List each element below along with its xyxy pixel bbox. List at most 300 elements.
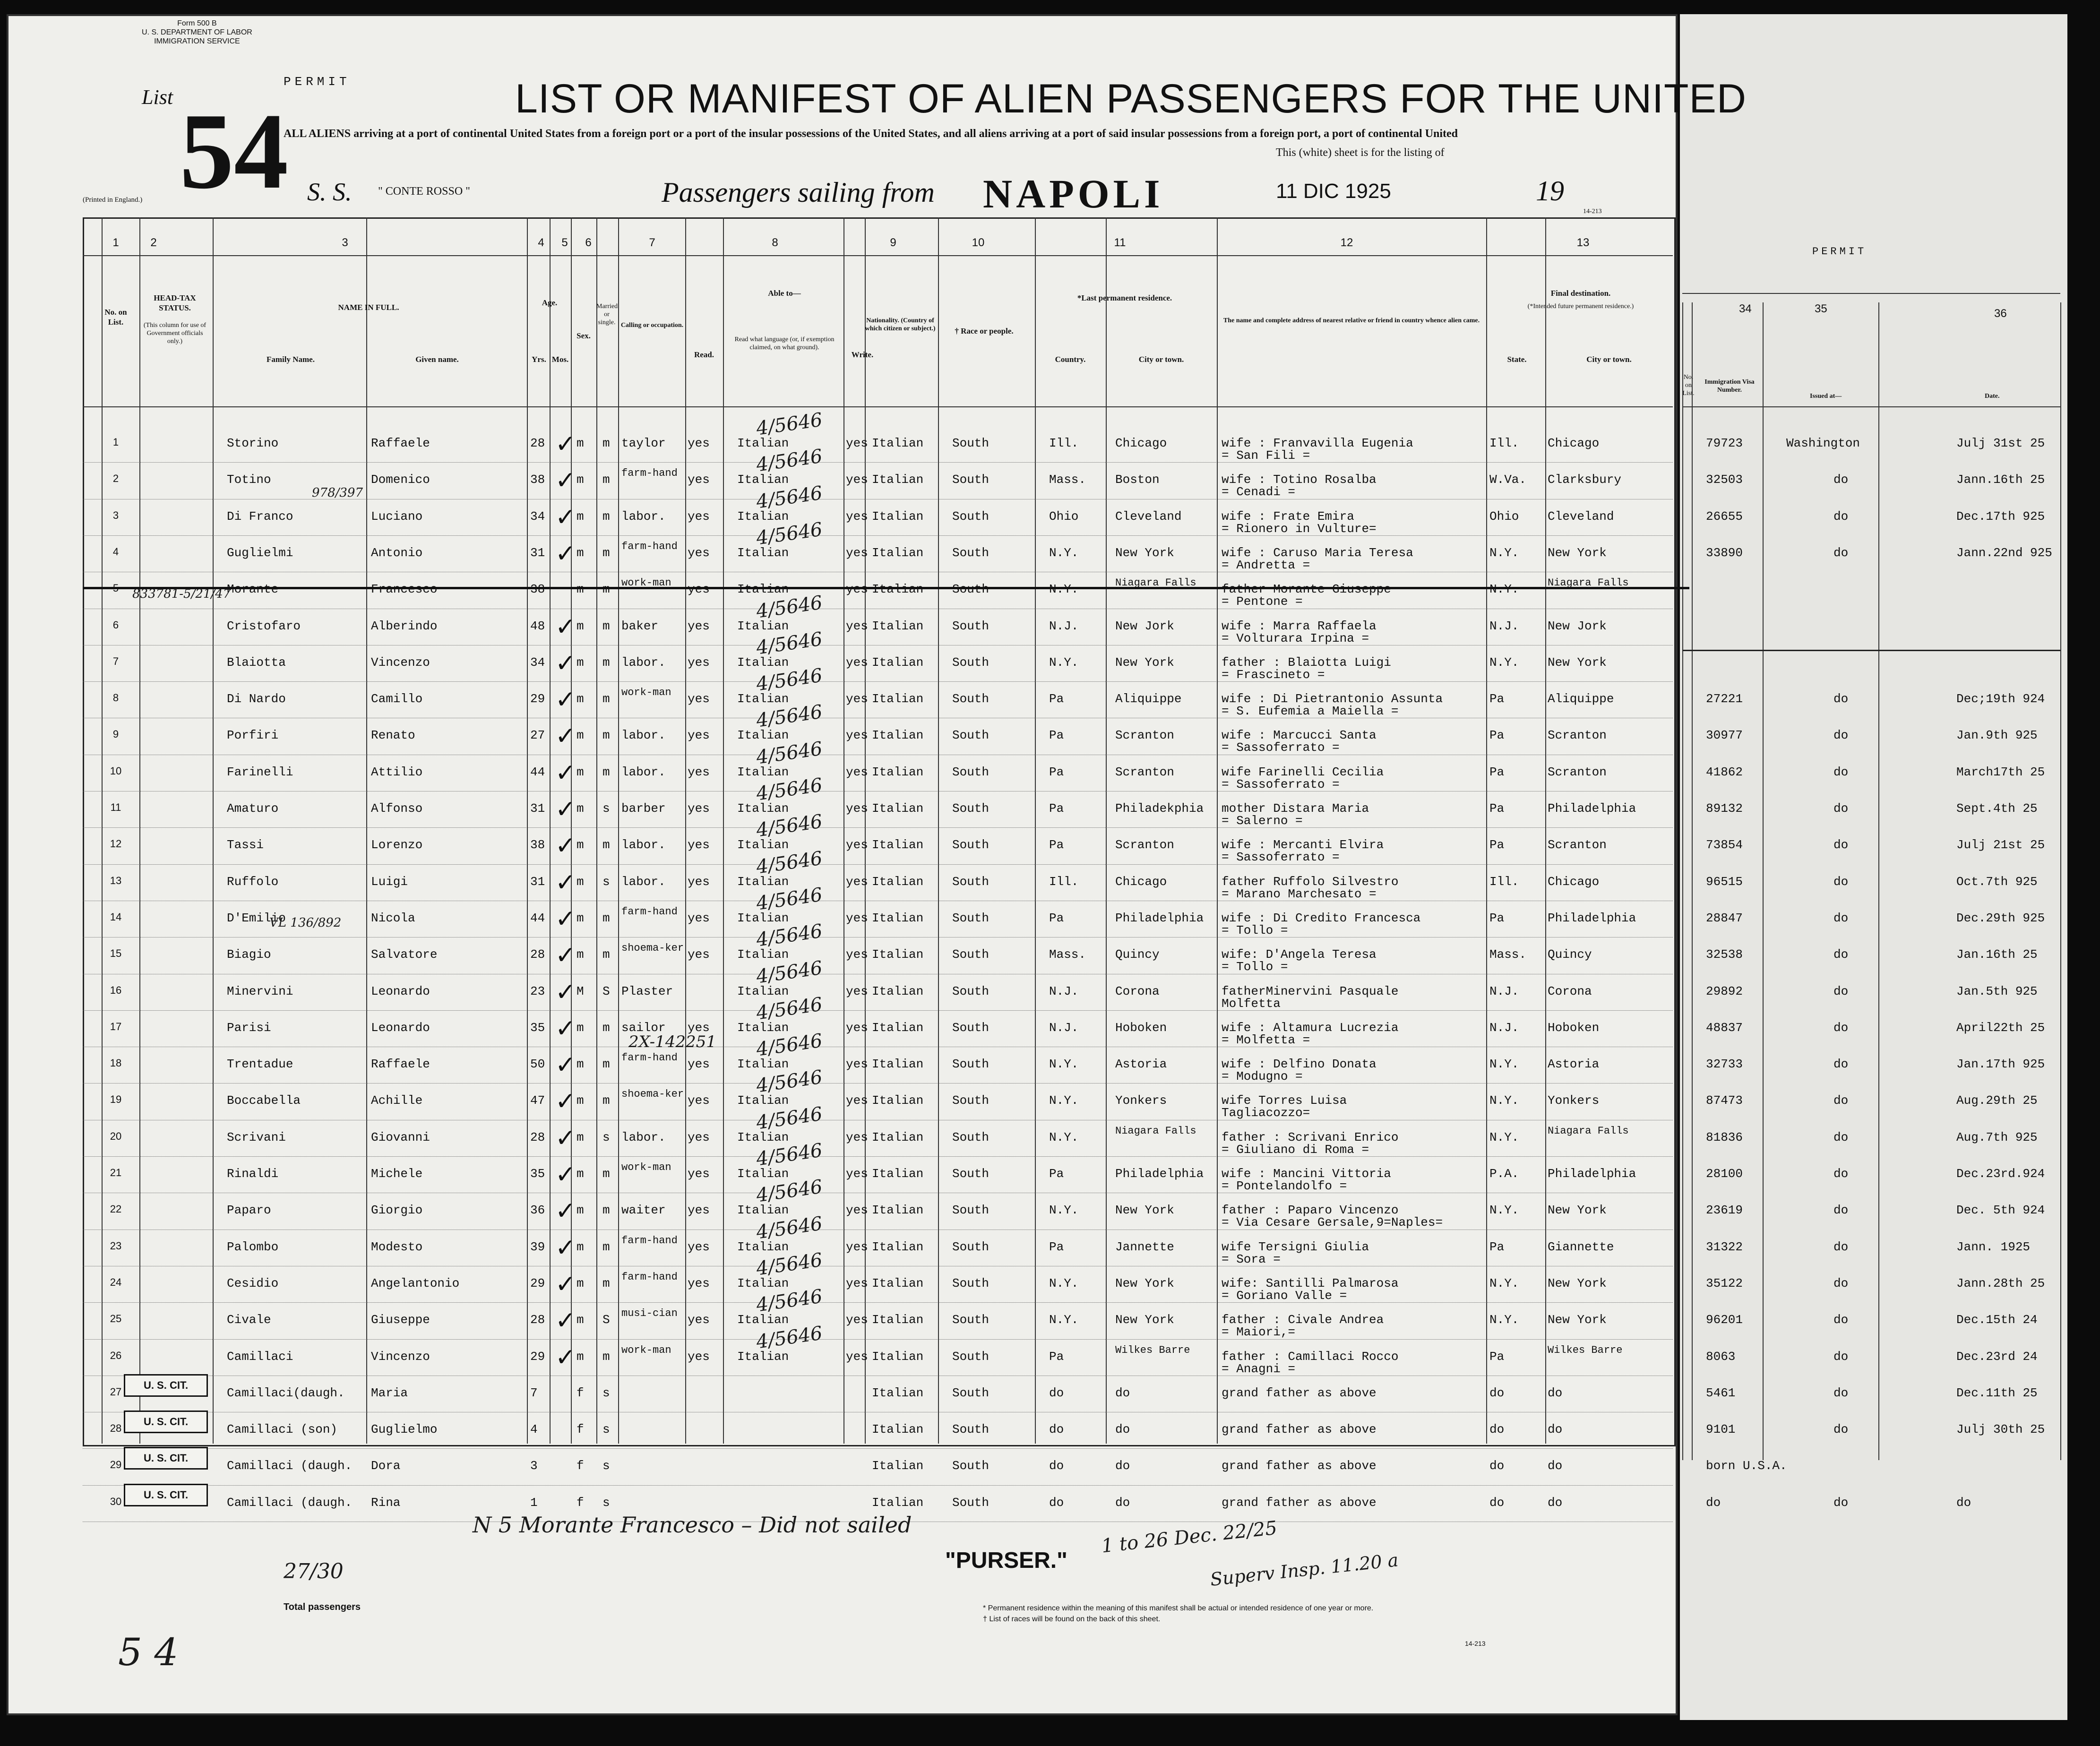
visa-issued-at: do	[1833, 1130, 1849, 1144]
nationality: Italian	[872, 655, 924, 670]
right-col-divider	[1763, 302, 1764, 1460]
visa-issued-at: do	[1833, 1203, 1849, 1218]
country: N.J.	[1049, 1020, 1079, 1035]
given-name: Giovanni	[371, 1130, 430, 1144]
check-mark-icon: ✓	[555, 1014, 576, 1043]
footnote-residence: * Permanent residence within the meaning of this manifest shall be actual or intended residence of one year or more.	[983, 1604, 1374, 1612]
language-stamp-note: 4/5646	[755, 738, 824, 769]
sex: m	[577, 619, 584, 633]
row-divider	[83, 462, 1673, 463]
race: South	[952, 1057, 990, 1072]
check-mark-icon: ✓	[555, 941, 576, 970]
nearest-relative: wife Farinelli Cecilia	[1222, 765, 1384, 779]
column-number: 11	[1114, 236, 1126, 249]
family-name: Minervini	[227, 984, 293, 998]
given-name: Lorenzo	[371, 838, 423, 852]
can-write: yes	[846, 1276, 868, 1290]
sex: m	[577, 545, 584, 560]
family-name: Guglielmi	[227, 545, 293, 560]
occupation: farm-hand	[621, 540, 678, 552]
permit-label: PERMIT	[284, 75, 351, 89]
nationality: Italian	[872, 1167, 924, 1181]
column-divider	[618, 217, 619, 1444]
race: South	[952, 1495, 990, 1510]
nationality: Italian	[872, 545, 924, 560]
nearest-relative-town: = Rionero in Vulture=	[1222, 521, 1377, 536]
nearest-relative: father : Blaiotta Luigi	[1222, 655, 1391, 670]
dest-state: Pa	[1489, 838, 1505, 852]
visa-number: 35122	[1706, 1276, 1743, 1290]
visa-issued-at: do	[1833, 801, 1849, 816]
nearest-relative: wife : Marra Raffaela	[1222, 619, 1377, 633]
row-18-note: 2X-142251	[628, 1032, 716, 1051]
header-divider	[83, 406, 1673, 407]
year-label: 19	[1536, 175, 1564, 206]
can-read: yes	[688, 545, 710, 560]
marital-status: m	[602, 765, 610, 779]
last-city: Scranton	[1115, 765, 1174, 779]
nearest-relative: wife Tersigni Giulia	[1222, 1239, 1369, 1254]
occupation: labor.	[621, 728, 666, 743]
check-mark-icon: ✓	[555, 832, 576, 860]
visa-issued-at: do	[1833, 509, 1849, 524]
nationality: Italian	[872, 728, 924, 743]
marital-status: m	[602, 1239, 610, 1254]
column-divider	[213, 217, 214, 1444]
occupation: musi-cian	[621, 1307, 678, 1320]
last-city: Philadelphia	[1115, 1167, 1204, 1181]
dest-state: P.A.	[1489, 1167, 1519, 1181]
visa-date: Sept.4th 25	[1956, 801, 2038, 816]
visa-issued-at: do	[1833, 1057, 1849, 1072]
column-divider	[596, 217, 597, 1444]
language-stamp-note: 4/5646	[755, 1030, 824, 1061]
right-visa-header: Immigration Visa Number.	[1704, 378, 1755, 394]
age-years: 38	[530, 838, 545, 852]
visa-issued-at: do	[1833, 1093, 1849, 1108]
age-years: 4	[530, 1422, 538, 1437]
country: Pa	[1049, 692, 1064, 706]
nearest-relative: wife : Franvavilla Eugenia	[1222, 436, 1413, 450]
read-language: Italian	[737, 436, 789, 450]
header-city-town-dest: City or town.	[1586, 355, 1632, 364]
header-head-tax: HEAD-TAX STATUS.	[154, 293, 196, 312]
can-write: yes	[846, 874, 868, 889]
given-name: Giuseppe	[371, 1313, 430, 1327]
header-able-to: Able to—	[768, 289, 801, 298]
nationality: Italian	[872, 1239, 924, 1254]
dest-state: Pa	[1489, 911, 1505, 925]
visa-issued-at: do	[1833, 1276, 1849, 1290]
last-city: Scranton	[1115, 728, 1174, 743]
read-language: Italian	[737, 838, 789, 852]
column-number: 9	[890, 236, 896, 249]
read-language: Italian	[737, 874, 789, 889]
can-read: yes	[688, 655, 710, 670]
country: N.Y.	[1049, 582, 1079, 597]
dest-city: New Jork	[1548, 619, 1607, 633]
visa-issued-at: Washington	[1786, 436, 1860, 450]
dest-state: Mass.	[1489, 947, 1527, 962]
family-name: Tassi	[227, 838, 264, 852]
marital-status: s	[602, 801, 610, 816]
column-number: 10	[972, 236, 985, 249]
given-name: Leonardo	[371, 984, 430, 998]
column-divider	[1217, 217, 1218, 1444]
row-number: 4	[112, 545, 119, 558]
row-divider	[83, 1339, 1673, 1340]
nationality: Italian	[872, 1203, 924, 1218]
sex: m	[577, 838, 584, 852]
visa-date: Jan.17th 925	[1956, 1057, 2045, 1072]
visa-date: Jann.22nd 925	[1956, 545, 2052, 560]
nearest-relative-town: = Cenadi =	[1222, 485, 1296, 499]
visa-date: Dec.23rd.924	[1956, 1167, 2045, 1181]
nationality: Italian	[872, 692, 924, 706]
visa-date: Julj 30th 25	[1956, 1422, 2045, 1437]
right-no-on-list: No. on List.	[1682, 374, 1695, 397]
age-years: 31	[530, 874, 545, 889]
age-years: 1	[530, 1495, 538, 1510]
ss-label: S. S.	[307, 178, 352, 206]
language-stamp-note: 4/5646	[755, 1285, 824, 1316]
row-number: 9	[112, 728, 119, 740]
total-passengers-label: Total passengers	[284, 1602, 361, 1612]
can-read: yes	[688, 509, 710, 524]
race: South	[952, 874, 990, 889]
dest-city: New York	[1548, 655, 1607, 670]
right-issued-header: Issued at—	[1810, 393, 1842, 400]
last-city: New York	[1115, 1276, 1174, 1290]
family-name: Cesidio	[227, 1276, 279, 1290]
sex: f	[577, 1495, 584, 1510]
age-years: 39	[530, 1239, 545, 1254]
row-number: 12	[110, 838, 122, 850]
visa-number: do	[1706, 1495, 1721, 1510]
country: N.Y.	[1049, 1276, 1079, 1290]
given-name: Renato	[371, 728, 415, 743]
country: do	[1049, 1422, 1064, 1437]
nearest-relative-town: = Maiori,=	[1222, 1325, 1296, 1340]
dest-city: Philadelphia	[1548, 911, 1636, 925]
visa-issued-at: do	[1833, 1313, 1849, 1327]
age-years: 31	[530, 801, 545, 816]
nearest-relative: father : Camillaci Rocco	[1222, 1349, 1399, 1364]
visa-date: Aug.29th 25	[1956, 1093, 2038, 1108]
dest-state: N.J.	[1489, 1020, 1519, 1035]
marital-status: m	[602, 1057, 610, 1072]
page-title: LIST OR MANIFEST OF ALIEN PASSENGERS FOR THE UNITED	[515, 76, 1747, 121]
dest-city: Philadelphia	[1548, 801, 1636, 816]
visa-issued-at: do	[1833, 1020, 1849, 1035]
can-write: yes	[846, 1239, 868, 1254]
last-city: Astoria	[1115, 1057, 1167, 1072]
row-number: 17	[110, 1020, 122, 1032]
row-divider	[83, 535, 1673, 536]
can-write: yes	[846, 655, 868, 670]
country: Pa	[1049, 911, 1064, 925]
dest-city: Yonkers	[1548, 1093, 1600, 1108]
nearest-relative: wife : Delfino Donata	[1222, 1057, 1377, 1072]
dest-state: N.Y.	[1489, 1203, 1519, 1218]
marital-status: m	[602, 1349, 610, 1364]
column-number-divider	[83, 255, 1673, 256]
nationality: Italian	[872, 874, 924, 889]
dest-city: Chicago	[1548, 436, 1600, 450]
given-name: Raffaele	[371, 1057, 430, 1072]
marital-status: m	[602, 509, 610, 524]
check-mark-icon: ✓	[555, 1233, 576, 1262]
visa-issued-at: do	[1833, 692, 1849, 706]
dest-state: Pa	[1489, 801, 1505, 816]
race: South	[952, 1276, 990, 1290]
dest-state: Pa	[1489, 765, 1505, 779]
dest-state: Pa	[1489, 728, 1505, 743]
dest-state: Pa	[1489, 692, 1505, 706]
dest-state: N.Y.	[1489, 1057, 1519, 1072]
sex: m	[577, 1349, 584, 1364]
marital-status: s	[602, 1495, 610, 1510]
last-city: Wilkes Barre	[1115, 1344, 1190, 1356]
visa-date: Oct.7th 925	[1956, 874, 2038, 889]
can-read: yes	[688, 1276, 710, 1290]
given-name: Michele	[371, 1167, 423, 1181]
row-number: 27	[110, 1385, 122, 1398]
nationality: Italian	[872, 801, 924, 816]
row-14-note: VL 136/892	[269, 916, 342, 930]
language-stamp-note: 4/5646	[755, 628, 824, 659]
race: South	[952, 582, 990, 597]
port-name: NAPOLI	[983, 171, 1164, 216]
age-years: 31	[530, 545, 545, 560]
header-write: Write.	[851, 350, 874, 359]
nationality: Italian	[872, 1349, 924, 1364]
last-city: Aliquippe	[1115, 692, 1182, 706]
header-read: Read.	[694, 350, 714, 359]
last-city: do	[1115, 1495, 1130, 1510]
dest-city: Clarksbury	[1548, 473, 1622, 487]
given-name: Alberindo	[371, 619, 438, 633]
header-given-name: Given name.	[415, 355, 459, 364]
nationality: Italian	[872, 1385, 924, 1400]
nationality: Italian	[872, 1313, 924, 1327]
row-number: 20	[110, 1130, 122, 1142]
country: N.Y.	[1049, 1313, 1079, 1327]
age-years: 44	[530, 911, 545, 925]
language-stamp-note: 4/5646	[755, 920, 824, 951]
check-mark-icon: ✓	[555, 430, 576, 458]
sex: m	[577, 655, 584, 670]
column-divider	[102, 217, 103, 1444]
visa-number: 32538	[1706, 947, 1743, 962]
sex: m	[577, 436, 584, 450]
marital-status: m	[602, 1203, 610, 1218]
given-name: Maria	[371, 1385, 408, 1400]
row-number: 8	[112, 692, 119, 704]
country: N.Y.	[1049, 1203, 1079, 1218]
column-number: 7	[649, 236, 655, 249]
age-years: 29	[530, 692, 545, 706]
nearest-relative-town: = Pentone =	[1222, 594, 1303, 609]
header-read-lang: Read what language (or, if exemption claimed, on what ground).	[734, 336, 835, 351]
visa-issued-at: do	[1833, 1349, 1849, 1364]
dest-state: N.Y.	[1489, 1130, 1519, 1144]
read-language: Italian	[737, 1167, 789, 1181]
country: Pa	[1049, 1167, 1064, 1181]
marital-status: m	[602, 1167, 610, 1181]
can-write: yes	[846, 801, 868, 816]
list-number: 54	[180, 91, 288, 211]
list-label: List	[142, 86, 173, 109]
dest-city: do	[1548, 1459, 1563, 1473]
can-write: yes	[846, 473, 868, 487]
dest-city: Hoboken	[1548, 1020, 1600, 1035]
visa-issued-at: do	[1833, 1239, 1849, 1254]
age-years: 38	[530, 473, 545, 487]
visa-date: Dec.15th 24	[1956, 1313, 2038, 1327]
country: Pa	[1049, 838, 1064, 852]
race: South	[952, 1130, 990, 1144]
nearest-relative: wife : Altamura Lucrezia	[1222, 1020, 1399, 1035]
right-col-36: 36	[1994, 307, 2007, 320]
nearest-relative-town: = Via Cesare Gersale,9=Naples=	[1222, 1215, 1443, 1230]
race: South	[952, 509, 990, 524]
check-mark-icon: ✓	[555, 795, 576, 824]
nationality: Italian	[872, 947, 924, 962]
occupation: taylor	[621, 436, 666, 450]
race: South	[952, 1203, 990, 1218]
row-divider	[83, 937, 1673, 938]
visa-number: 27221	[1706, 692, 1743, 706]
header-country: Country.	[1055, 355, 1086, 364]
country: do	[1049, 1385, 1064, 1400]
dest-city: do	[1548, 1422, 1563, 1437]
race: South	[952, 947, 990, 962]
age-years: 3	[530, 1459, 538, 1473]
last-city: Hoboken	[1115, 1020, 1167, 1035]
family-name: Palombo	[227, 1239, 279, 1254]
nationality: Italian	[872, 473, 924, 487]
read-language: Italian	[737, 1057, 789, 1072]
column-number: 12	[1340, 236, 1353, 249]
given-name: Alfonso	[371, 801, 423, 816]
dest-city: Niagara Falls	[1548, 577, 1629, 589]
check-mark-icon: ✓	[555, 1087, 576, 1116]
row-2-note: 978/397	[312, 486, 363, 500]
nationality: Italian	[872, 765, 924, 779]
race: South	[952, 619, 990, 633]
visa-number: 29892	[1706, 984, 1743, 998]
family-name: Di Nardo	[227, 692, 286, 706]
family-name: Morante	[227, 582, 279, 597]
given-name: Achille	[371, 1093, 423, 1108]
nationality: Italian	[872, 984, 924, 998]
check-mark-icon: ✓	[555, 1197, 576, 1226]
row-5-note: 833781-5/21/47	[132, 587, 231, 601]
dest-city: New York	[1548, 1276, 1607, 1290]
dest-city: Quincy	[1548, 947, 1592, 962]
read-language: Italian	[737, 911, 789, 925]
nationality: Italian	[872, 911, 924, 925]
sex: m	[577, 1313, 584, 1327]
dest-state: Ohio	[1489, 509, 1519, 524]
can-write: yes	[846, 984, 868, 998]
us-citizen-stamp: U. S. CIT.	[124, 1447, 208, 1470]
language-stamp-note: 4/5646	[755, 884, 824, 915]
race: South	[952, 911, 990, 925]
dest-state: W.Va.	[1489, 473, 1527, 487]
visa-date: Julj 31st 25	[1956, 436, 2045, 450]
page-code: 14-213	[1583, 208, 1602, 215]
marital-status: S	[602, 1313, 610, 1327]
nearest-relative-town: = Sassoferrato =	[1222, 850, 1340, 865]
family-name: Di Franco	[227, 509, 293, 524]
given-name: Attilio	[371, 765, 423, 779]
language-stamp-note: 4/5646	[755, 1103, 824, 1134]
sex: m	[577, 911, 584, 925]
country: N.Y.	[1049, 1057, 1079, 1072]
can-read: yes	[688, 1239, 710, 1254]
nearest-relative-town: Tagliacozzo=	[1222, 1106, 1310, 1120]
read-language: Italian	[737, 728, 789, 743]
row-number: 29	[110, 1459, 122, 1471]
row-divider	[83, 1448, 1673, 1449]
nearest-relative-town: = Volturara Irpina =	[1222, 631, 1369, 645]
race: South	[952, 692, 990, 706]
nearest-relative: wife : Di Pietrantonio Assunta	[1222, 692, 1443, 706]
last-city: Boston	[1115, 473, 1160, 487]
age-years: 28	[530, 1130, 545, 1144]
language-stamp-note: 4/5646	[755, 956, 824, 988]
row-number: 23	[110, 1239, 122, 1252]
nearest-relative: father : Civale Andrea	[1222, 1313, 1384, 1327]
language-stamp-note: 4/5646	[755, 701, 824, 732]
nearest-relative: wife : Totino Rosalba	[1222, 473, 1377, 487]
nationality: Italian	[872, 1130, 924, 1144]
family-name: Porfiri	[227, 728, 279, 743]
nearest-relative: grand father as above	[1222, 1459, 1377, 1473]
visa-date: March17th 25	[1956, 765, 2045, 779]
occupation: shoema-ker	[621, 1088, 684, 1101]
check-mark-icon: ✓	[555, 868, 576, 897]
header-nationality: Nationality. (Country of which citizen or subject.)	[865, 317, 936, 332]
department-name: U. S. DEPARTMENT OF LABOR	[142, 28, 252, 36]
nearest-relative-town: = Molfetta =	[1222, 1032, 1310, 1047]
age-years: 28	[530, 1313, 545, 1327]
nearest-relative: father : Scrivani Enrico	[1222, 1130, 1399, 1144]
race: South	[952, 1167, 990, 1181]
marital-status: m	[602, 1093, 610, 1108]
country: Pa	[1049, 765, 1064, 779]
right-col-divider	[2060, 302, 2061, 1460]
left-note: 27/30	[284, 1559, 344, 1583]
last-city: Scranton	[1115, 838, 1174, 852]
header-age: Age.	[542, 298, 558, 307]
nearest-relative-town: = San Fili =	[1222, 448, 1310, 463]
can-write: yes	[846, 1313, 868, 1327]
can-write: yes	[846, 838, 868, 852]
country: N.Y.	[1049, 655, 1079, 670]
visa-issued-at: do	[1833, 984, 1849, 998]
visa-date: Dec.11th 25	[1956, 1385, 2038, 1400]
dest-state: N.Y.	[1489, 1276, 1519, 1290]
check-mark-icon: ✓	[555, 612, 576, 641]
last-city: New York	[1115, 1203, 1174, 1218]
column-divider	[1035, 217, 1036, 1444]
visa-number: 5461	[1706, 1385, 1736, 1400]
visa-date: Jann.16th 25	[1956, 473, 2045, 487]
marital-status: m	[602, 728, 610, 743]
